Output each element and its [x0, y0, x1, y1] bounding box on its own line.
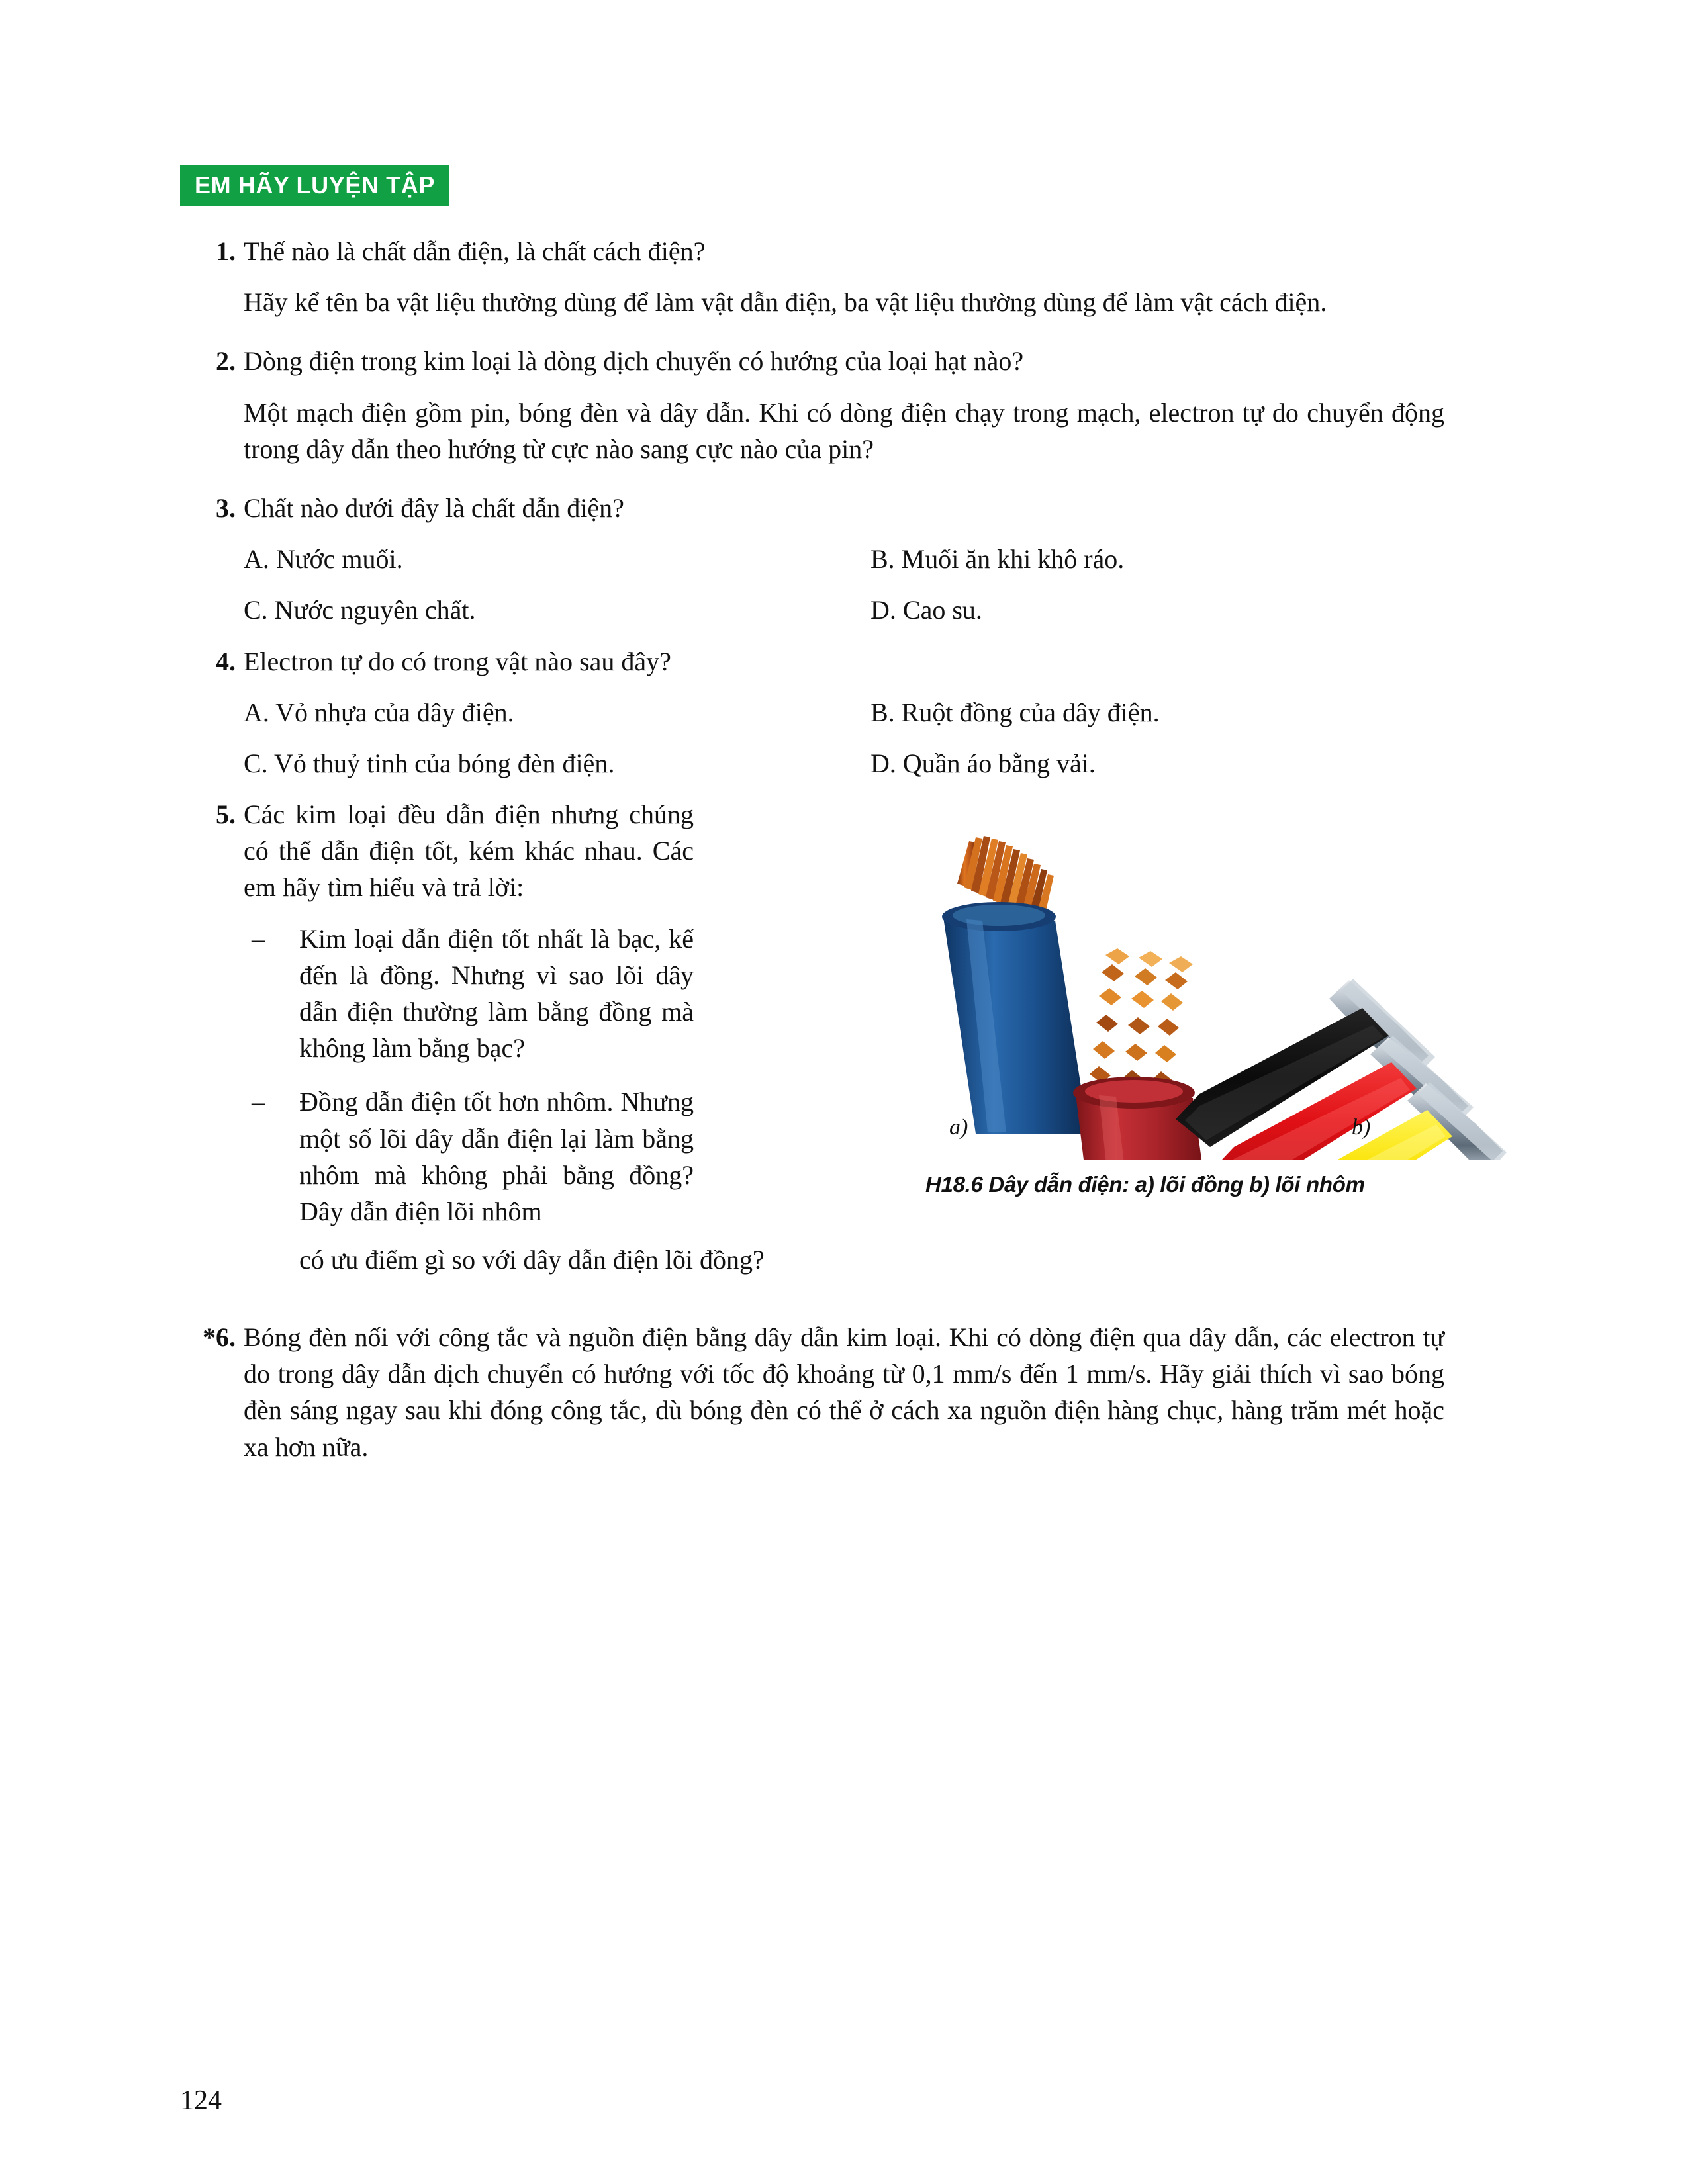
- exercise-6-body: [244, 1319, 1444, 1465]
- dash-bullet-icon: –: [252, 923, 265, 954]
- figure-h18-6: [925, 790, 1508, 1198]
- exercise-1-paragraph-2: Hãy kể tên ba vật liệu thường dùng để làm vật dẫn điện, ba vật liệu thường dùng để làm vật cách điện.: [244, 287, 1327, 318]
- exercise-4-option-d[interactable]: D. Quần áo bằng vải.: [870, 748, 1096, 778]
- option-row: [244, 541, 1444, 577]
- dash-bullet-icon: –: [252, 1087, 265, 1117]
- exercise-1: [180, 233, 1444, 320]
- list-item: [244, 1083, 694, 1230]
- exercise-5-bullet-2: Đồng dẫn điện tốt hơn nhôm. Nhưng một số lõi dây dẫn điện lại làm bằng nhôm mà không phải bằng đồng? Dây dẫn điện lõi nhôm: [299, 1087, 694, 1226]
- exercise-3-number: 3.: [216, 492, 236, 523]
- exercise-5-bullets: [244, 921, 694, 1230]
- list-item: [244, 921, 694, 1067]
- exercise-3: [180, 490, 1444, 629]
- exercise-4-prompt: Electron tự do có trong vật nào sau đây?: [244, 646, 671, 676]
- exercise-5-bullet-1: Kim loại dẫn điện tốt nhất là bạc, kế đến là đồng. Nhưng vì sao lõi dây dẫn điện thường làm bằng đồng mà không làm bằng bạc?: [299, 923, 694, 1064]
- exercise-4-option-b[interactable]: B. Ruột đồng của dây điện.: [870, 697, 1160, 727]
- exercise-5-text-column: [244, 796, 694, 1230]
- option-row: [244, 745, 1444, 782]
- exercise-5-number: 5.: [216, 799, 236, 830]
- figure-label-a: a): [949, 1115, 968, 1140]
- exercise-3-option-c[interactable]: C. Nước nguyên chất.: [244, 595, 476, 625]
- figure-caption: H18.6 Dây dẫn điện: a) lõi đồng b) lõi nhôm: [925, 1172, 1365, 1197]
- exercise-3-prompt: Chất nào dưới đây là chất dẫn điện?: [244, 492, 624, 523]
- exercise-2-number: 2.: [216, 346, 236, 377]
- exercise-2: [180, 343, 1444, 467]
- exercise-4-option-a[interactable]: A. Vỏ nhựa của dây điện.: [244, 697, 514, 727]
- exercise-5-body: [244, 796, 1444, 1299]
- wire-illustration: [925, 790, 1508, 1160]
- exercise-1-body: [244, 233, 1444, 320]
- exercise-4: [180, 643, 1444, 782]
- exercise-5-tail: có ưu điểm gì so với dây dẫn điện lõi đồng?: [299, 1245, 765, 1275]
- exercise-3-body: [244, 490, 1444, 629]
- exercise-2-body: [244, 343, 1444, 467]
- exercise-3-option-a[interactable]: A. Nước muối.: [244, 544, 403, 574]
- exercise-5-intro: Các kim loại đều dẫn điện nhưng chúng có thể dẫn điện tốt, kém khác nhau. Các em hãy tìm hiểu và trả lời:: [244, 799, 694, 903]
- exercise-1-number: 1.: [216, 236, 236, 266]
- option-row: [244, 694, 1444, 731]
- exercise-4-number: 4.: [216, 646, 236, 676]
- page-number: 124: [180, 2085, 222, 2116]
- exercise-4-options: [244, 694, 1444, 782]
- exercise-3-options: [244, 541, 1444, 628]
- exercise-2-paragraph-1: Dòng điện trong kim loại là dòng dịch chuyển có hướng của loại hạt nào?: [244, 346, 1024, 377]
- exercise-2-paragraph-2: Một mạch điện gồm pin, bóng đèn và dây dẫn. Khi có dòng điện chạy trong mạch, electron tự do chuyển động trong dây dẫn theo hướng từ cực nào sang cực nào của pin?: [244, 397, 1444, 464]
- exercise-5: [180, 796, 1444, 1299]
- exercise-6: [180, 1319, 1444, 1465]
- page-content: [180, 165, 1444, 1469]
- section-badge: EM HÃY LUYỆN TẬP: [180, 165, 449, 206]
- exercise-4-option-c[interactable]: C. Vỏ thuỷ tinh của bóng đèn điện.: [244, 748, 615, 778]
- exercise-3-option-b[interactable]: B. Muối ăn khi khô ráo.: [870, 544, 1125, 574]
- option-row: [244, 592, 1444, 628]
- exercise-4-body: [244, 643, 1444, 782]
- exercise-1-paragraph-1: Thế nào là chất dẫn điện, là chất cách điện?: [244, 236, 706, 266]
- exercise-6-number: *6.: [203, 1322, 236, 1353]
- exercise-6-paragraph-1: Bóng đèn nối với công tắc và nguồn điện bằng dây dẫn kim loại. Khi có dòng điện qua dây dẫn, các electron tự do trong dây dẫn dịch chuyển có hướng với tốc độ khoảng từ 0,1 mm/s đến 1 mm/s. Hãy giải thích vì sao bóng đèn sáng ngay sau khi đóng công tắc, dù bóng đèn có thể ở cách xa nguồn điện hàng chục, hàng trăm mét hoặc xa hơn nữa.: [244, 1322, 1444, 1462]
- wire-photo: [925, 790, 1508, 1160]
- exercise-3-option-d[interactable]: D. Cao su.: [870, 595, 982, 625]
- figure-label-b: b): [1352, 1115, 1371, 1140]
